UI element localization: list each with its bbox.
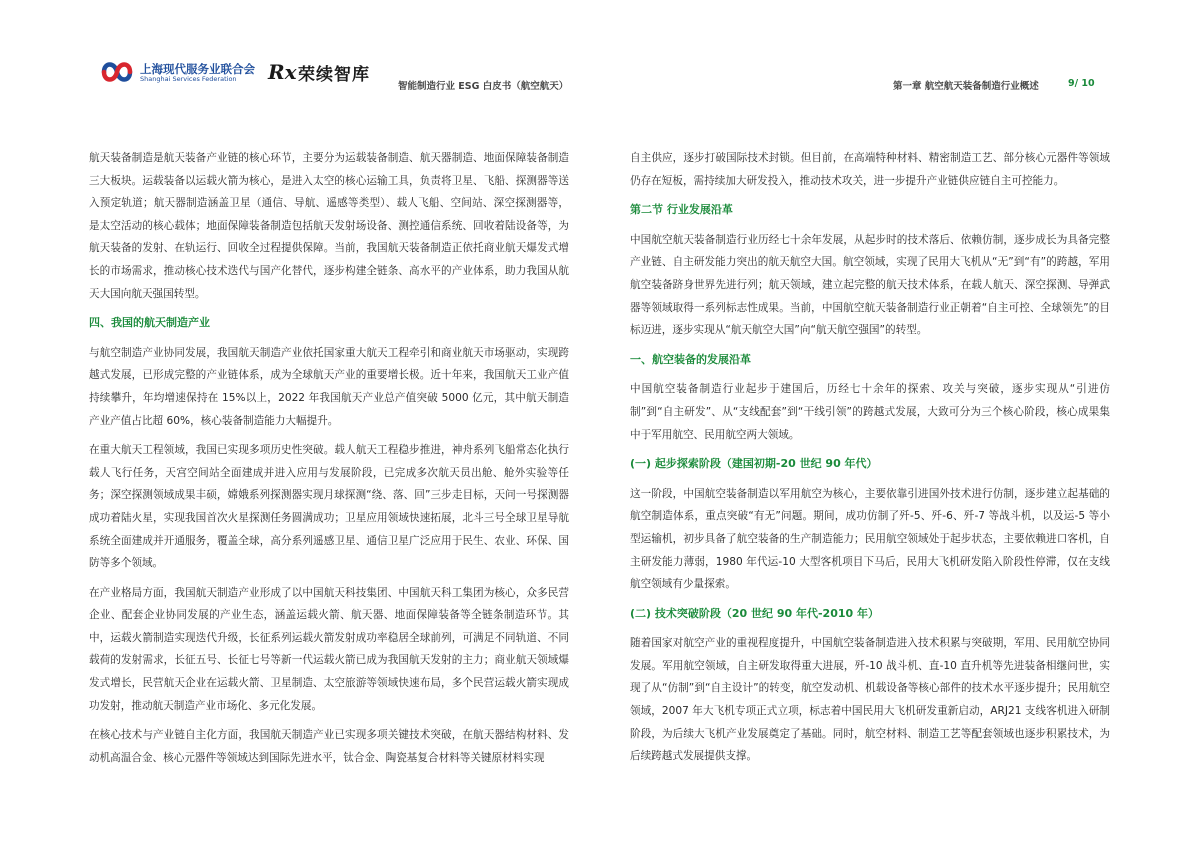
section-heading: 四、我国的航天制造产业: [89, 316, 210, 330]
paragraph: 中国航空装备制造行业起步于建国后，历经七十余年的探索、攻关与突破，逐步实现从“引进仿制”到“自主研发”、从“支线配套”到“干线引领”的跨越式发展，大致可分为三个核心阶段，核心成果集中于军用航空、民用航空两大领域。: [630, 383, 1110, 441]
left-column: [89, 147, 569, 776]
federation-emblem-icon: [100, 58, 134, 86]
paragraph: 航天装备制造是航天装备产业链的核心环节，主要分为运载装备制造、航天器制造、地面保障装备制造三大板块。运载装备以运载火箭为核心，是进入太空的核心运输工具，负责将卫星、飞船、探测器等送入预定轨道；航天器制造涵盖卫星（通信、导航、遥感等类型）、载人飞船、空间站、深空探测器等，是太空活动的核心载体；地面保障装备制造包括航天发射场设备、测控通信系统、回收着陆设备等，为航天装备的发射、在轨运行、回收全过程提供保障。当前，我国航天装备制造正依托商业航天爆发式增长的市场需求，推动核心技术迭代与国产化替代，逐步构建全链条、高水平的产业体系，助力我国从航天大国向航天强国转型。: [89, 152, 569, 300]
subsection-heading: (二) 技术突破阶段（20 世纪 90 年代-2010 年）: [630, 606, 879, 620]
paragraph: 在核心技术与产业链自主化方面，我国航天制造产业已实现多项关键技术突破，在航天器结构材料、发动机高温合金、核心元器件等领域达到国际先进水平，钛合金、陶瓷基复合材料等关键原材料实现: [89, 729, 569, 764]
section-heading: 第二节 行业发展沿革: [630, 203, 733, 217]
rongxu-think-tank-logo: [268, 58, 398, 88]
shanghai-services-federation-logo: [100, 58, 255, 88]
chapter-title: 第一章 航空航天装备制造行业概述: [893, 81, 1039, 92]
section-heading: 一、航空装备的发展沿革: [630, 352, 751, 366]
brand-name: 荣续智库: [298, 65, 370, 85]
document-title: 智能制造行业 ESG 白皮书（航空航天）: [398, 81, 569, 92]
federation-name-cn: 上海现代服务业联合会: [140, 62, 255, 76]
paragraph: 这一阶段，中国航空装备制造以军用航空为核心，主要依靠引进国外技术进行仿制，逐步建立起基础的航空制造体系，重点突破“有无”问题。期间，成功仿制了歼-5、歼-6、歼-7 等战斗机，以及运-5 等小型运输机，初步具备了航空装备的生产制造能力；民用航空领域处于起步状态，主要依赖进口客机，自主研发能力薄弱，1980 年代运-10 大型客机项目下马后，民用大飞机研发陷入阶段性停滞，仅在支线航空领域有少量探索。: [630, 487, 1110, 591]
paragraph: 中国航空航天装备制造行业历经七十余年发展，从起步时的技术落后、依赖仿制，逐步成长为具备完整产业链、自主研发能力突出的航天航空大国。航空领域，实现了民用大飞机从“无”到“有”的跨越，军用航空装备跻身世界先进行列；航天领域，建立起完整的航天技术体系，在载人航天、深空探测、导弹武器等领域取得一系列标志性成果。当前，中国航空航天装备制造行业正朝着“自主可控、全球领先”的目标迈进，逐步实现从“航天航空大国”向“航天航空强国”的转型。: [630, 233, 1110, 337]
paragraph: 在产业格局方面，我国航天制造产业形成了以中国航天科技集团、中国航天科工集团为核心，众多民营企业、配套企业协同发展的产业生态，涵盖运载火箭、航天器、地面保障装备等全链条制造环节。其中，运载火箭制造实现迭代升级，长征系列运载火箭发射成功率稳居全球前列，可满足不同轨道、不同载荷的发射需求，长征五号、长征七号等新一代运载火箭已成为我国航天发射的主力；商业航天领域爆发式增长，民营航天企业在运载火箭、卫星制造、太空旅游等领域快速布局，多个民营运载火箭实现成功发射，推动航天制造产业市场化、多元化发展。: [89, 586, 569, 712]
paragraph: 与航空制造产业协同发展，我国航天制造产业依托国家重大航天工程牵引和商业航天市场驱动，实现跨越式发展，已形成完整的产业链体系，成为全球航天产业的重要增长极。近十年来，我国航天工业产值持续攀升，年均增速保持在 15%以上，2022 年我国航天产业总产值突破 5000 亿元，其中航天制造产业产值占比超 60%，核心装备制造能力大幅提升。: [89, 346, 569, 427]
right-column: [630, 147, 1110, 775]
page-number: 9/ 10: [1068, 78, 1095, 89]
paragraph: 自主供应，逐步打破国际技术封锁。但目前，在高端特种材料、精密制造工艺、部分核心元器件等领域仍存在短板，需持续加大研发投入，推动技术攻关，进一步提升产业链供应链自主可控能力。: [630, 152, 1110, 187]
subsection-heading: (一) 起步探索阶段（建国初期-20 世纪 90 年代）: [630, 457, 878, 471]
paragraph: 在重大航天工程领域，我国已实现多项历史性突破。载人航天工程稳步推进，神舟系列飞船常态化执行载人飞行任务，天宫空间站全面建成并进入应用与发展阶段，已完成多次航天员出舱、舱外实验等任务；深空探测领域成果丰硕，嫦娥系列探测器实现月球探测“绕、落、回”三步走目标，天问一号探测器成功着陆火星，实现我国首次火星探测任务圆满成功；卫星应用领域快速拓展，北斗三号全球卫星导航系统全面建成并开通服务，覆盖全球，高分系列遥感卫星、通信卫星广泛应用于民生、农业、环保、国防等多个领域。: [89, 444, 569, 570]
federation-name-en: Shanghai Services Federation: [140, 75, 237, 83]
page-header: [0, 0, 1190, 100]
rx-logo-mark: Rx: [268, 60, 297, 84]
paragraph: 随着国家对航空产业的重视程度提升，中国航空装备制造进入技术积累与突破期，军用、民用航空协同发展。军用航空领域，自主研发取得重大进展，歼-10 战斗机、直-10 直升机等先进装备相继问世，实现了从“仿制”到“自主设计”的转变，航空发动机、机载设备等核心部件的技术水平逐步提升；民用航空领域，2007 年大飞机专项正式立项，标志着中国民用大飞机研发重新启动，ARJ21 支线客机进入研制阶段，为后续大飞机产业发展奠定了基础。同时，航空材料、制造工艺等配套领域也逐步积累技术，为后续跨越式发展提供支撑。: [630, 637, 1110, 763]
